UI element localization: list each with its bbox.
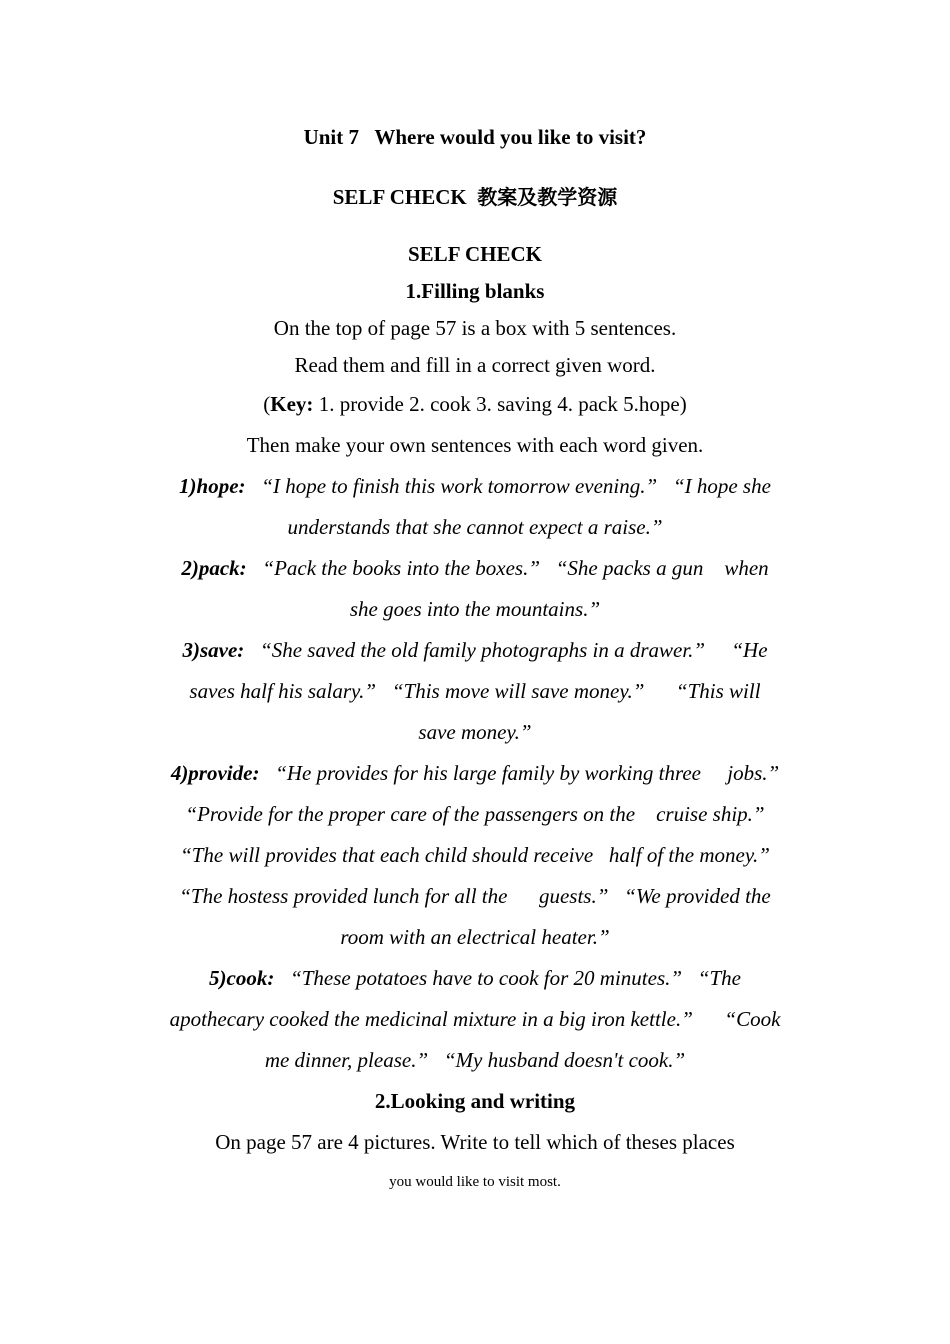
key-text: 1. provide 2. cook 3. saving 4. pack 5.hope): [313, 392, 687, 416]
part1-line-2: Read them and fill in a correct given word.: [294, 353, 656, 377]
item-word: 1)hope:: [179, 474, 246, 498]
answer-key: [140, 384, 810, 425]
item-text: “I hope to finish this work tomorrow evening.” “I hope she: [245, 474, 771, 498]
item-provide-line-5: room with an electrical heater.”: [340, 925, 610, 949]
part1-line-1: On the top of page 57 is a box with 5 sentences.: [273, 316, 677, 340]
section-heading: SELF CHECK: [408, 242, 542, 266]
item-word: 4)provide:: [170, 761, 260, 785]
item-save-line-1: [140, 630, 810, 671]
item-text: “These potatoes have to cook for 20 minutes.” “The: [274, 966, 741, 990]
item-pack-line-2: she goes into the mountains.”: [349, 597, 601, 621]
item-cook-line-2: apothecary cooked the medicinal mixture in a big iron kettle.” “Cook: [169, 1007, 781, 1031]
item-text: “She saved the old family photographs in a drawer.” “He: [244, 638, 768, 662]
part1-instruction: Then make your own sentences with each word given.: [246, 433, 704, 457]
item-word: 3)save:: [182, 638, 245, 662]
key-open: (: [263, 392, 271, 416]
part2-line-1: On page 57 are 4 pictures. Write to tell which of theses places: [215, 1130, 735, 1154]
item-word: 5)cook:: [209, 966, 275, 990]
part1-heading: 1.Filling blanks: [405, 279, 545, 303]
item-pack-line-1: [140, 548, 810, 589]
item-word: 2)pack:: [181, 556, 247, 580]
subtitle-english: SELF CHECK: [332, 185, 467, 209]
item-provide-line-1: [140, 753, 810, 794]
item-save-line-3: save money.”: [418, 720, 532, 744]
item-provide-line-4: “The hostess provided lunch for all the guests.” “We provided the: [179, 884, 771, 908]
item-cook-line-1: [140, 958, 810, 999]
document-subtitle: [140, 177, 810, 217]
item-provide-line-3: “The will provides that each child should receive half of the money.”: [180, 843, 770, 867]
item-hope-line-1: [140, 466, 810, 507]
key-label: Key:: [270, 392, 314, 416]
document-title: Unit 7 Where would you like to visit?: [303, 125, 647, 149]
part2-line-2: you would like to visit most.: [389, 1174, 561, 1190]
item-save-line-2: saves half his salary.” “This move will save money.” “This will: [189, 679, 761, 703]
item-text: “He provides for his large family by working three jobs.”: [259, 761, 780, 785]
item-provide-line-2: “Provide for the proper care of the passengers on the cruise ship.”: [185, 802, 765, 826]
item-hope-line-2: understands that she cannot expect a raise.”: [287, 515, 663, 539]
item-cook-line-3: me dinner, please.” “My husband doesn't cook.”: [264, 1048, 686, 1072]
document-body: [140, 236, 810, 1201]
part2-heading: 2.Looking and writing: [374, 1089, 576, 1113]
subtitle-chinese: 教案及教学资源: [477, 185, 618, 209]
item-text: “Pack the books into the boxes.” “She packs a gun when: [246, 556, 769, 580]
